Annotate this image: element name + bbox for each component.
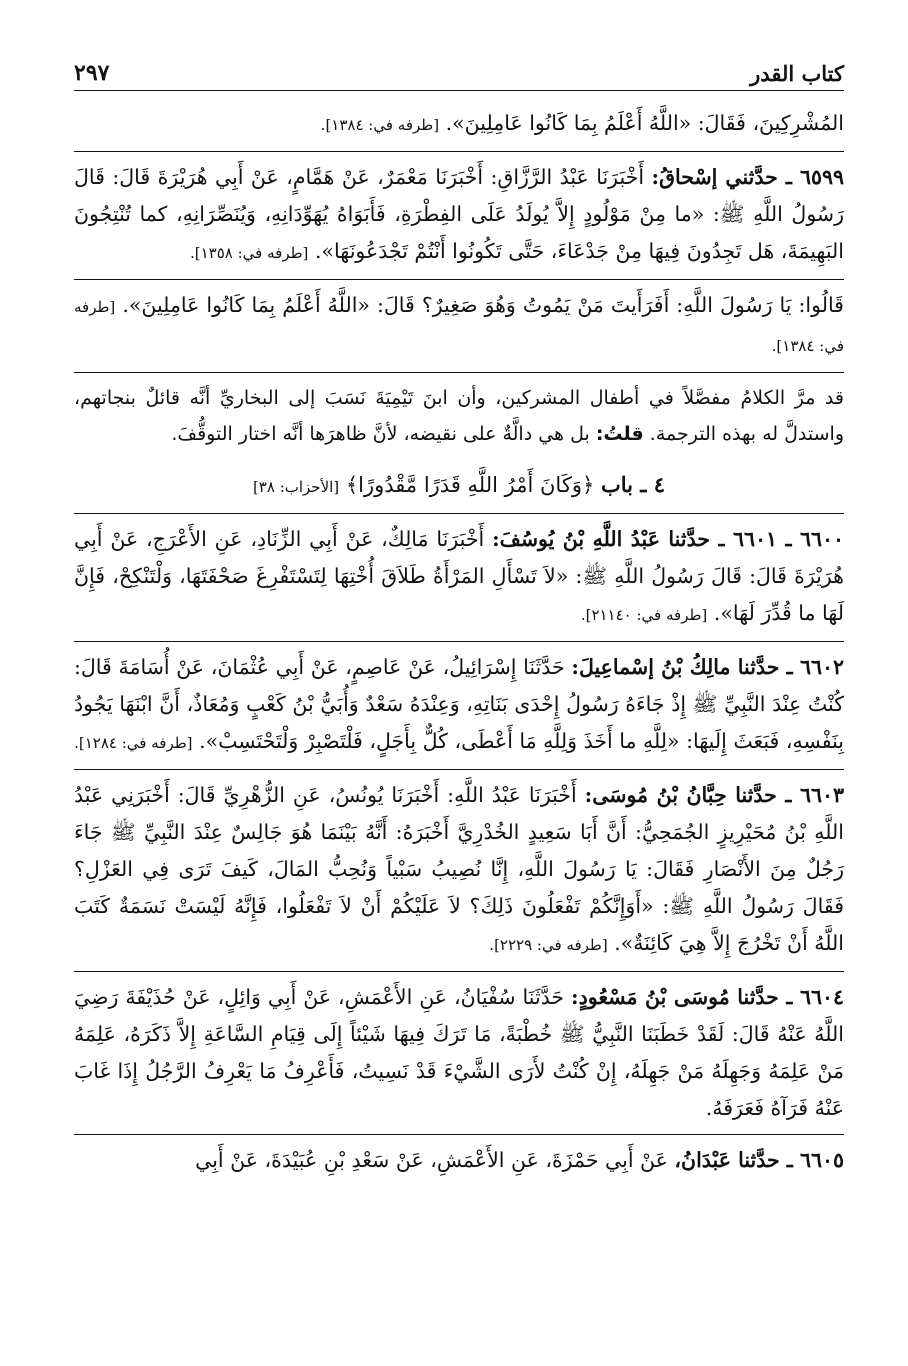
divider — [74, 372, 844, 373]
divider — [74, 513, 844, 514]
book-page — [74, 56, 844, 1346]
hadith-text: أَخْبَرَنَا عَبْدُ الرَّزَّاقِ: أَخْبَرَنَا مَعْمَرٌ، عَنْ هَمَّامٍ، عَنْ أَبِي هُرَيْرَةَ قَالَ: قَالَ رَسُولُ اللَّهِ ﷺ: «ما مِنْ مَوْلُودٍ إِلاَّ يُولَدُ عَلَى الفِطْرَةِ، فَأَبَوَاهُ يُهَوِّدَانِهِ، وَيُنَصِّرَانِهِ، كما تُنْتِجُونَ البَهِيمَةَ، هَل تَجِدُونَ فِيهَا مِنْ جَدْعَاءَ، حَتَّى تَكُونُوا أَنْتُمْ تَجْدَعُونَهَا». — [74, 165, 844, 263]
page-header — [74, 56, 844, 91]
hadith-text: عَنْ أَبِي حَمْزَةَ، عَنِ الأَعْمَشِ، عَنْ سَعْدِ بْنِ عُبَيْدَةَ، عَنْ أَبِي — [195, 1148, 668, 1172]
chapter-verse: ﴿وَكَانَ أَمْرُ اللَّهِ قَدَرًا مَّقْدُورًا﴾ — [345, 473, 595, 497]
hadith-6600 — [74, 521, 844, 634]
commentary-text: بل هي دالَّةٌ على نقيضه، لأنَّ ظاهرَها أنَّه اختار التوقُّفَ. — [171, 423, 590, 445]
hadith-6605 — [74, 1142, 844, 1179]
hadith-text: أَخْبَرَنَا مَالِكٌ، عَنْ أَبِي الزِّنَادِ، عَنِ الأَعْرَجِ، عَنْ أَبِي هُرَيْرَةَ قَالَ: قَالَ رَسُولُ اللَّهِ ﷺ: «لاَ تَسْأَلِ المَرْأَةُ طَلاَقَ أُخْتِهَا لِتَسْتَفْرِغَ صَحْفَتَهَا، وَلْتَنْكِحْ، فَإِنَّ لَهَا ما قُدِّرَ لَهَا». — [74, 527, 844, 625]
cross-reference: [طرفه في: ٢٢٢٩]. — [489, 936, 608, 954]
hadith-number-lead: ٦٦٠٢ ـ حدَّثنا مالِكُ بْنُ إسْماعِيلَ: — [571, 655, 844, 679]
cross-reference: [طرفه في: ١٣٨٤]. — [320, 116, 440, 134]
divider — [74, 641, 844, 642]
hadith-6602 — [74, 649, 844, 762]
page-content — [74, 105, 844, 1179]
hadith-text: أَخْبَرَنَا عَبْدُ اللَّهِ: أَخْبَرَنَا يُونُسُ، عَنِ الزُّهْرِيِّ قَالَ: أَخْبَرَنِي عَبْدُ اللَّهِ بْنُ مُحَيْرِيزٍ الجُمَحِيُّ: أَنَّ أَبَا سَعِيدٍ الخُدْرِيَّ أَخْبَرَهُ: أَنَّهُ بَيْنَمَا هُوَ جَالِسٌ عِنْدَ النَّبِيِّ ﷺ جَاءَ رَجُلٌ مِنَ الأَنْصَارِ فَقَالَ: يَا رَسُولَ اللَّهِ، إِنَّا نُصِيبُ سَبْياً وَنُحِبُّ المَالَ، كَيفَ تَرَى فِي العَزْلِ؟ فَقَالَ رَسُولُ اللَّهِ ﷺ: «أَوَإِنَّكُمْ تَفْعَلُونَ ذَلِكَ؟ لاَ عَلَيْكُمْ أَنْ لاَ تَفْعَلُوا، فَإِنَّهُ لَيْسَتْ نَسَمَةٌ كَتَبَ اللَّهُ أَنْ تَخْرُجَ إِلاَّ هِيَ كَائِنَةٌ». — [74, 783, 844, 955]
paragraph-text: المُشْرِكِينَ، فَقَالَ: «اللَّهُ أَعْلَمُ بِمَا كَانُوا عَامِلِينَ». — [445, 111, 844, 135]
cross-reference: [طرفه في: ١٣٥٨]. — [190, 244, 309, 262]
paragraph-continuation — [74, 105, 844, 144]
hadith-number-lead: ٦٦٠٠ ـ ٦٦٠١ ـ حدَّثنا عَبْدُ اللَّهِ بْنُ يُوسُفَ: — [492, 527, 844, 551]
hadith-6599-continuation — [74, 287, 844, 365]
hadith-text: حَدَّثَنَا إِسْرَائِيلُ، عَنْ عَاصِمٍ، عَنْ أَبِي عُثْمَانَ، عَنْ أُسَامَةَ قَالَ: كُنْتُ عِنْدَ النَّبِيِّ ﷺ إِذْ جَاءَهُ رَسُولُ إِحْدَى بَنَاتِهِ، وَعِنْدَهُ سَعْدٌ وَأُبَيُّ بْنُ كَعْبٍ وَمُعَاذٌ، أَنَّ ابْنَهَا يَجُودُ بِنَفْسِهِ، فَبَعَثَ إِلَيهَا: «لِلَّهِ ما أَخَذَ وَلِلَّهِ مَا أَعْطَى، كُلٌّ بِأَجَلٍ، فَلْتَصْبِرْ وَلْتَحْتَسِبْ». — [74, 655, 844, 753]
cross-reference: [طرفه في: ١٣٨٤]. — [74, 298, 844, 355]
chapter-source: [الأحزاب: ٣٨] — [252, 478, 340, 496]
hadith-number-lead: ٦٦٠٤ ـ حدَّثنا مُوسَى بْنُ مَسْعُودٍ: — [571, 985, 844, 1009]
page-number: ٢٩٧ — [74, 60, 110, 86]
divider — [74, 971, 844, 972]
hadith-text: قَالُوا: يَا رَسُولَ اللَّهِ: أَفَرَأَيتَ مَنْ يَمُوتُ وَهُوَ صَغِيرٌ؟ قَالَ: «اللَّهُ أَعْلَمُ بِمَا كَانُوا عَامِلِينَ». — [122, 293, 844, 317]
cross-reference: [طرفه في: ١٢٨٤]. — [74, 734, 193, 752]
hadith-number-lead: ٦٦٠٣ ـ حدَّثنا حِبَّانُ بْنُ مُوسَى: — [584, 783, 844, 807]
divider — [74, 151, 844, 152]
hadith-6599 — [74, 159, 844, 272]
divider — [74, 1134, 844, 1135]
chapter-label: ٤ ـ باب — [600, 472, 666, 497]
divider — [74, 769, 844, 770]
hadith-number-lead: ٦٦٠٥ ـ حدَّثنا عَبْدَانُ، — [674, 1148, 844, 1172]
hadith-6604 — [74, 979, 844, 1127]
commentary-block — [74, 380, 844, 452]
chapter-heading — [74, 466, 844, 506]
hadith-text: حَدَّثَنَا سُفْيَانُ، عَنِ الأَعْمَشِ، عَنْ أَبِي وَائِلٍ، عَنْ حُذَيْفَةَ رَضِيَ اللَّهُ عَنْهُ قَالَ: لَقَدْ خَطَبَنَا النَّبِيُّ ﷺ خُطْبَةً، مَا تَرَكَ فِيهَا شَيْئاً إِلَى قِيَامِ السَّاعَةِ إِلاَّ ذَكَرَهُ، عَلِمَهُ مَنْ عَلِمَهُ وَجَهِلَهُ مَنْ جَهِلَهُ، إِنْ كُنْتُ لأَرَى الشَّيْءَ قَدْ نَسِيتُ، فَأَعْرِفُ مَا يَعْرِفُ الرَّجُلُ إِذَا غَابَ عَنْهُ فَرَآهُ فَعَرَفَهُ. — [74, 985, 844, 1120]
running-title: كتاب القدر — [750, 61, 844, 86]
commentary-paragraph — [74, 380, 844, 452]
hadith-number-lead: ٦٥٩٩ ـ حدَّثني إسْحاقُ: — [651, 165, 844, 189]
cross-reference: [طرفه في: ٢١١٤٠]. — [580, 606, 708, 624]
divider — [74, 279, 844, 280]
commentary-text: قد مرَّ الكلامُ مفصَّلاً في أطفال المشركين، وأن ابنَ تَيْمِيَةَ نَسَبَ إلى البخاريِّ أنَّه قائلٌ بنجاتهم، واستدلَّ له بهذه الترجمة. — [74, 387, 844, 445]
hadith-6603 — [74, 777, 844, 964]
commentary-qult: قلتُ: — [595, 423, 644, 445]
